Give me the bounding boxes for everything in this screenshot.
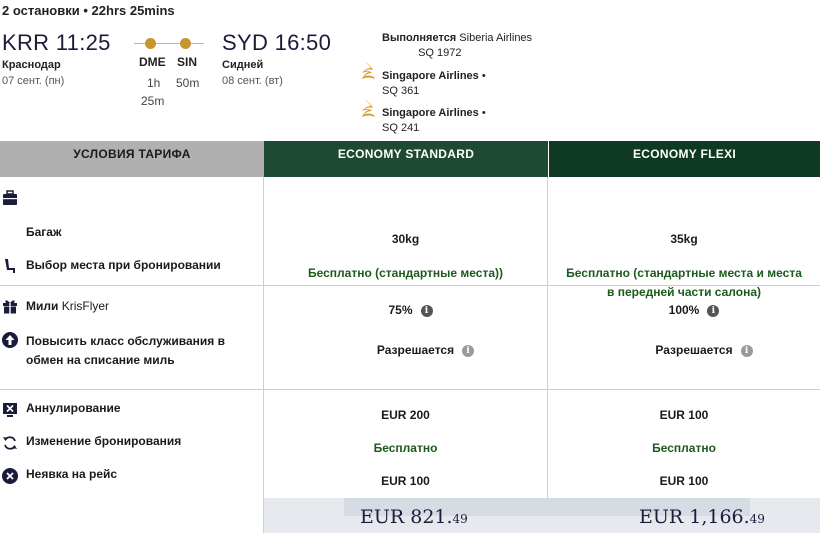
standard-column <box>264 286 548 389</box>
departure-clock: 11:25 <box>55 30 111 55</box>
layover-minutes: 25m <box>141 94 165 108</box>
header-economy-standard[interactable]: ECONOMY STANDARD <box>264 141 548 177</box>
row-label-upgrade <box>26 332 225 370</box>
standard-no-show-value: EUR 100 <box>381 474 430 488</box>
flight-number: SQ 361 <box>382 85 420 97</box>
layover-hours: 1h <box>147 76 161 90</box>
stopover-dot <box>145 38 156 49</box>
close-circle-icon <box>2 468 18 484</box>
flexi-change-value: Бесплатно <box>652 441 716 455</box>
row-label-no-show: Неявка на рейс <box>26 467 118 481</box>
departure-date: 07 сент. (пн) <box>2 75 65 87</box>
arrival-clock: 16:50 <box>274 30 332 55</box>
price-main: EUR 1,166. <box>639 506 750 528</box>
standard-upgrade-value <box>264 341 547 360</box>
carrier-prefix: Выполняется <box>382 32 457 44</box>
standard-upgrade-text: Разрешается <box>376 343 455 357</box>
departure-code: KRR <box>2 30 50 55</box>
row-label-krisflyer-miles <box>26 297 109 316</box>
fare-conditions-table <box>0 141 820 533</box>
price-main: EUR 821. <box>360 506 453 528</box>
flexi-no-show-value: EUR 100 <box>659 474 709 488</box>
fare-table-header <box>0 141 820 177</box>
refresh-icon <box>2 435 18 451</box>
seat-icon <box>2 258 18 274</box>
arrival-date: 08 сент. (вт) <box>222 75 283 87</box>
flexi-upgrade-value <box>548 341 820 360</box>
fare-section-miles <box>0 286 820 390</box>
carrier-name: Siberia Airlines <box>459 32 533 44</box>
total-price-flexi[interactable] <box>639 506 765 528</box>
arrow-up-circle-icon <box>2 332 18 348</box>
price-cents: 49 <box>452 512 468 526</box>
flexi-seat-value-line1: Бесплатно (стандартные места и места <box>566 266 802 280</box>
flexi-column <box>548 177 820 299</box>
trip-summary <box>2 3 175 18</box>
carrier-name: Singapore Airlines <box>382 70 479 82</box>
info-icon[interactable]: i <box>707 305 719 317</box>
row-label-baggage: Багаж <box>26 225 62 239</box>
singapore-airlines-bird-icon <box>361 60 376 80</box>
flexi-miles-percent: 100% <box>668 303 700 317</box>
stopover-dot <box>180 38 191 49</box>
section-labels <box>0 390 264 533</box>
layover-duration <box>141 74 177 110</box>
summary-separator: • <box>83 3 88 18</box>
upgrade-label-line2: обмен на списание миль <box>26 353 175 367</box>
total-price-standard[interactable] <box>360 506 468 528</box>
flexi-column <box>548 286 820 389</box>
stopover-code: SIN <box>177 55 198 69</box>
flight-number: SQ 241 <box>382 122 420 134</box>
flexi-seat-value-line2: в передней части салона) <box>607 285 761 299</box>
section-labels <box>0 286 264 389</box>
arrival-code: SYD <box>222 30 269 55</box>
standard-cancellation-value: EUR 200 <box>381 408 430 422</box>
carrier-name: Singapore Airlines <box>382 107 479 119</box>
section-labels <box>0 177 264 285</box>
departure-time <box>2 30 111 56</box>
singapore-airlines-bird-icon <box>361 98 376 118</box>
upgrade-label-line1: Повысить класс обслуживания в <box>26 334 226 348</box>
luggage-icon <box>2 190 18 206</box>
price-cents: 49 <box>749 512 765 526</box>
standard-miles-percent: 75% <box>388 303 413 317</box>
header-fare-conditions: УСЛОВИЯ ТАРИФА <box>0 141 264 177</box>
flexi-miles-value <box>548 301 820 320</box>
row-label-cancellation: Аннулирование <box>26 401 121 415</box>
carrier-info <box>382 31 532 61</box>
flexi-cancellation-value: EUR 100 <box>659 408 709 422</box>
standard-miles-value <box>264 301 547 320</box>
info-icon[interactable]: i <box>741 345 753 357</box>
standard-column <box>264 177 548 285</box>
flexi-baggage-value: 35kg <box>670 232 698 246</box>
header-economy-flexi[interactable]: ECONOMY FLEXI <box>548 141 820 177</box>
krisflyer-brand: KrisFlyer <box>61 299 110 313</box>
departure-city: Краснодар <box>2 59 61 71</box>
flexi-upgrade-text: Разрешается <box>655 343 733 357</box>
trip-duration: 22hrs 25mins <box>91 3 175 18</box>
flight-number: SQ 1972 <box>418 47 462 59</box>
row-label-booking-change: Изменение бронирования <box>26 434 182 448</box>
stopover-code: DME <box>139 55 166 69</box>
fare-section-baggage-seat <box>0 177 820 299</box>
layover-duration: 50m <box>176 76 200 90</box>
standard-baggage-value: 30kg <box>391 232 420 246</box>
info-icon[interactable]: i <box>421 305 433 317</box>
arrival-time <box>222 30 331 56</box>
arrival-city: Сидней <box>222 59 264 71</box>
info-icon[interactable]: i <box>462 345 474 357</box>
standard-change-value: Бесплатно <box>373 441 438 455</box>
standard-seat-value: Бесплатно (стандартные места)) <box>307 266 504 280</box>
carrier-info: Singapore Airlines • SQ 241 <box>382 107 486 134</box>
carrier-info: Singapore Airlines • SQ 361 <box>382 70 486 97</box>
row-label-seat-selection: Выбор места при бронировании <box>26 258 221 272</box>
stops-count: 2 остановки <box>2 3 80 18</box>
gift-icon <box>2 298 18 314</box>
miles-label: Мили <box>26 299 59 313</box>
cancel-screen-icon <box>2 402 18 418</box>
